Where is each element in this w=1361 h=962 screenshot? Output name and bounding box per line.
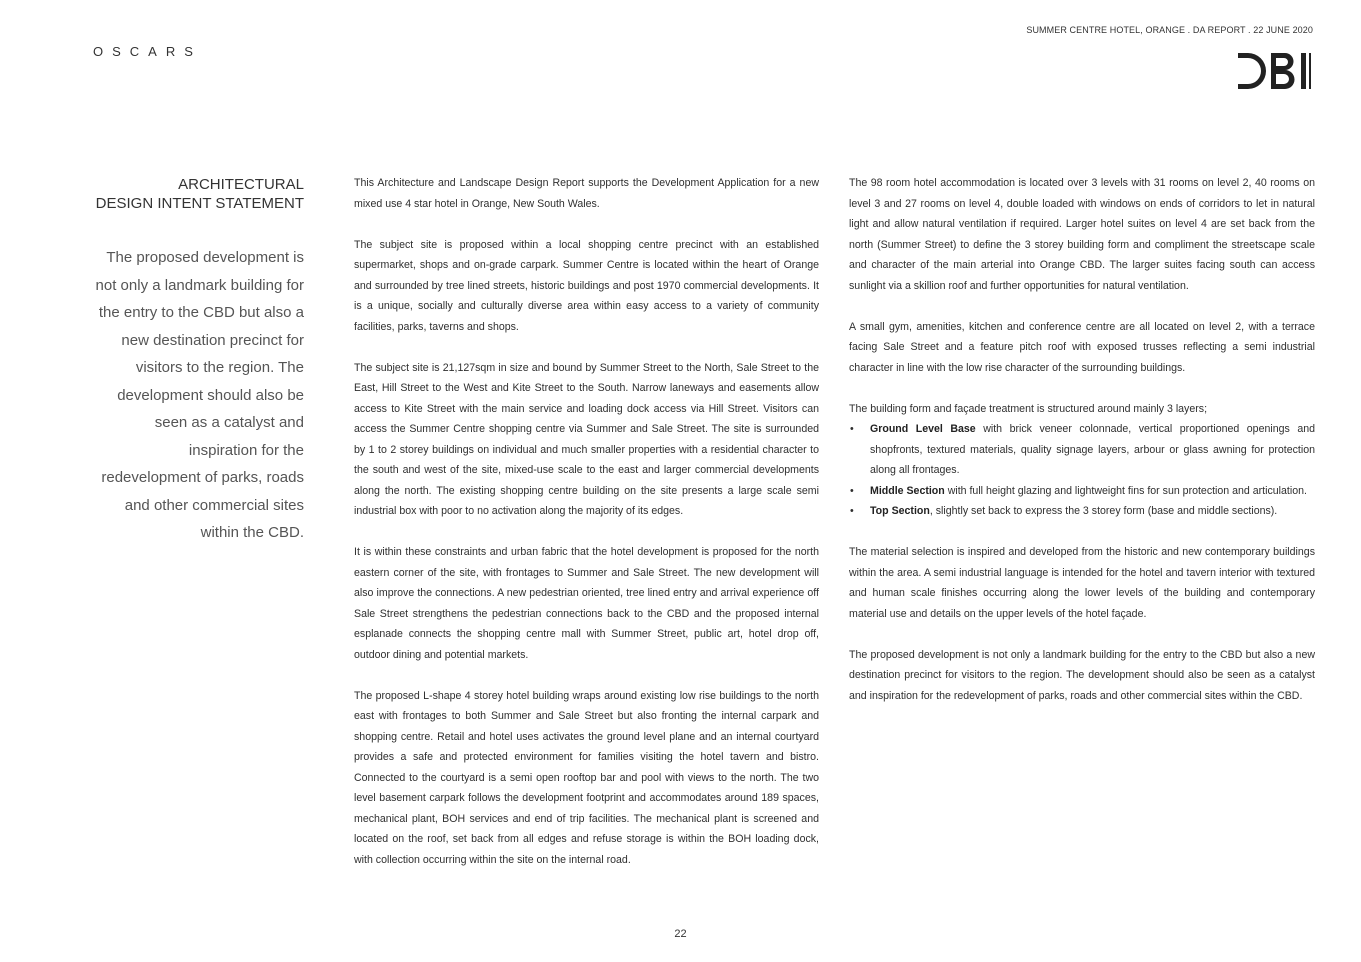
paragraph: The subject site is proposed within a local shopping centre precinct with an established supermarket, shops and on-grade carpark. Summer Centre is located within the heart of Orange and surrounded by tree lined streets, historic buildings and post 1970 commercial developments. It is a unique, socially and culturally diverse area within easy access to a variety of community facilities, parks, taverns and shops. (354, 238, 819, 333)
paragraph: This Architecture and Landscape Design Report supports the Development Application for a new mixed use 4 star hotel in Orange, New South Wales. (354, 177, 819, 210)
paragraph: It is within these constraints and urban fabric that the hotel development is proposed for the north eastern corner of the site, with frontages to Summer and Sale Street. The new development will also improve the connections. A new pedestrian oriented, tree lined entry and arrival experience off Sale Street strengthens the pedestrian connections back to the CBD and the proposed internal esplanade connects the shopping centre mall with Summer Street, public art, hotel drop off, outdoor dining and potential markets. (354, 546, 819, 661)
paragraph: A small gym, amenities, kitchen and conference centre are all located on level 2, with a terrace facing Sale Street and a feature pitch roof with exposed trusses reflecting a semi industrial character in line with the low rise character of the surrounding buildings. (849, 320, 1315, 374)
layers-list (849, 419, 1315, 522)
logo-letter-d (1238, 53, 1266, 89)
right-text-column (849, 173, 1315, 727)
logo-rule (1309, 53, 1311, 89)
list-item (849, 419, 1315, 481)
section-title (80, 175, 304, 213)
section-title-line1: ARCHITECTURAL (178, 176, 304, 193)
list-item (849, 481, 1315, 502)
paragraph: The proposed development is not only a landmark building for the entry to the CBD but also a new destination precinct for visitors to the region. The development should also be seen as a catalyst and inspiration for the redevelopment of parks, roads and other commercial sites within the CBD. (849, 648, 1315, 702)
report-info: SUMMER CENTRE HOTEL, ORANGE . DA REPORT . 22 JUNE 2020 (1026, 25, 1313, 35)
pull-quote: The proposed development is not only a landmark building for the entry to the CBD but also a new destination precinct for visitors to the region. The development should also be seen as a catalyst and inspiration for the redevelopment of parks, roads and other commercial sites within the CBD. (95, 249, 304, 541)
logo-letter-i (1301, 53, 1306, 89)
list-item-term: Middle Section (870, 484, 945, 497)
list-item-term: Ground Level Base (870, 423, 976, 435)
logo-letter-b (1271, 53, 1295, 89)
list-item-text: , slightly set back to express the 3 storey form (base and middle sections). (929, 505, 1278, 517)
section-title-line2: DESIGN INTENT STATEMENT (95, 195, 304, 212)
paragraph: The proposed L-shape 4 storey hotel building wraps around existing low rise buildings to the north east with frontages to both Summer and Sale Street but also fronting the internal carpark and shopping centre. Retail and hotel uses activates the ground level plane and an internal courtyard provides a safe and protected environment for families visiting the hotel tavern and bistro. Connected to the courtyard is a semi open rooftop bar and pool with views to the north. The two level basement carpark follows the development footprint and accommodates around 189 spaces, mechanical plant, BOH services and end of trip facilities. The mechanical plant is screened and located on the roof, set back from all edges and refuse storage is within the BOH loading dock, with collection occurring within the site on the internal road. (354, 689, 819, 866)
list-item-text: with full height glazing and lightweight fins for sun protection and articulation. (944, 484, 1307, 497)
page-number: 22 (674, 928, 687, 940)
paragraph: The material selection is inspired and developed from the historic and new contemporary buildings within the area. A semi industrial language is intended for the hotel and tavern interior with textured and human scale finishes occurring along the lower levels of the building and contemporary material use and details on the upper levels of the hotel façade. (849, 546, 1315, 620)
left-text-column (354, 173, 819, 891)
paragraph: The 98 room hotel accommodation is located over 3 levels with 31 rooms on level 2, 40 rooms on level 3 and 27 rooms on level 4, double loaded with windows on ends of corridors to let in natural light and allow natural ventilation if required. Larger hotel suites on level 4 are set back from the north (Summer Street) to define the 3 storey building form and compliment the streetscape scale and character of the main arterial into Orange CBD. The larger suites facing south can access sunlight via a skillion roof and further opportunities for natural ventilation. (849, 177, 1315, 292)
paragraph: The subject site is 21,127sqm in size and bound by Summer Street to the North, Sale Street to the East, Hill Street to the West and Kite Street to the South. Narrow laneways and easements allow access to Kite Street with the main service and loading dock access via Hill Street. Visitors can access the Summer Centre shopping centre via Summer and Sale Street. The site is surrounded by 1 to 2 storey buildings on individual and much smaller properties with a residential character to the south and west of the site, mixed-use scale to the east and larger commercial developments along the north. The existing shopping centre building on the site presents a large scale semi industrial box with poor to no activation along the majority of its edges. (354, 361, 819, 517)
list-item (849, 501, 1315, 522)
list-item-term: Top Section (870, 505, 930, 517)
paragraph: The building form and façade treatment is structured around mainly 3 layers; (849, 402, 1208, 415)
dbi-logo (1238, 53, 1314, 89)
brand-wordmark: OSCARS (93, 44, 202, 59)
list-item-text: with brick veneer colonnade, vertical proportioned openings and shopfronts, textured materials, quality signage layers, arbour or glass awning for protection along all frontages. (870, 423, 1315, 476)
